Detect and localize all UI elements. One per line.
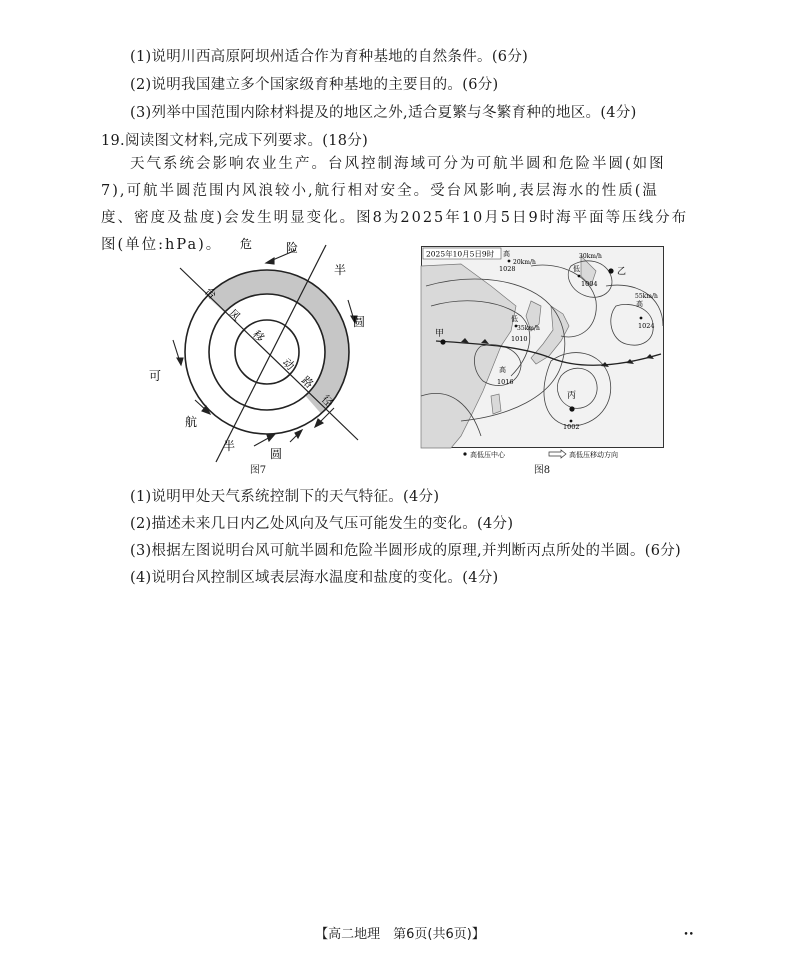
- path-label-char: 台: [201, 284, 219, 302]
- corner-mark: ••: [683, 930, 694, 940]
- danger-label-char: 危: [240, 237, 253, 251]
- question-item: (1)说明川西高原阿坝州适合作为育种基地的自然条件。(6分): [130, 49, 529, 65]
- pressure-value: 1002: [563, 423, 580, 431]
- legend-high-low-center: 高低压中心: [470, 451, 505, 459]
- point-yi-label: 乙: [617, 267, 627, 277]
- figure-7: [149, 237, 376, 475]
- path-label-char: 移: [249, 327, 267, 345]
- navigable-label-char: 航: [185, 415, 198, 429]
- path-label-char: 动: [279, 355, 297, 373]
- point-jia-marker: [440, 339, 445, 344]
- high-center-label: 高: [636, 300, 643, 308]
- movement-speed: 20km/h: [513, 259, 536, 266]
- point-bing-label: 丙: [567, 391, 577, 401]
- figure-8-caption: 图8: [533, 465, 551, 476]
- navigable-label-char: 半: [223, 439, 236, 453]
- pressure-value: 1016: [497, 378, 514, 386]
- typhoon-diagram: [149, 237, 376, 475]
- point-jia-label: 甲: [435, 329, 445, 339]
- low-center-label: 低: [511, 315, 518, 323]
- movement-speed: 55km/h: [635, 293, 658, 300]
- pressure-value: 1010: [511, 335, 528, 343]
- figure-8: [421, 246, 664, 461]
- point-bing-marker: [569, 406, 574, 411]
- high-center-label: 高: [499, 366, 506, 374]
- legend-movement-direction: 高低压移动方向: [569, 451, 618, 459]
- figure-7-caption: 图7: [249, 465, 267, 476]
- question-item: (2)说明我国建立多个国家级育种基地的主要目的。(6分): [130, 77, 499, 93]
- path-label-char: 径: [318, 392, 336, 410]
- question-item: (3)根据左图说明台风可航半圆和危险半圆形成的原理,并判断丙点所处的半圆。(6分): [130, 543, 681, 559]
- danger-label-char: 险: [286, 241, 299, 255]
- question-item: (3)列举中国范围内除材料提及的地区之外,适合夏繁与冬繁育种的地区。(4分): [130, 105, 637, 121]
- isobar-map: [421, 246, 664, 461]
- page-footer: 【高二地理 第6页(共6页)】: [315, 927, 485, 942]
- pressure-value: 1024: [638, 322, 655, 330]
- danger-label-char: 半: [334, 263, 347, 277]
- navigable-label-char: 圆: [270, 447, 283, 461]
- pressure-value: 1028: [499, 265, 516, 273]
- legend-center-symbol: [463, 452, 466, 455]
- question-item: (2)描述未来几日内乙处风向及气压可能发生的变化。(4分): [130, 516, 514, 532]
- low-center-label: 低: [573, 265, 580, 273]
- material-paragraph: 天气系统会影响农业生产。台风控制海域可分为可航半圆和危险半圆(如图7),可航半圆范围内风浪较小,航行相对安全。受台风影响,表层海水的性质(温度、密度及盐度)会发生明显变化。图8为2025年10月5日9时海平面等压线分布图(单位:hPa)。: [101, 156, 689, 253]
- legend-move-arrow: [549, 450, 566, 458]
- danger-label-char: 圆: [353, 315, 366, 329]
- map-timestamp: 2025年10月5日9时: [426, 249, 495, 259]
- point-yi-marker: [608, 268, 613, 273]
- pressure-value: 1004: [581, 280, 598, 288]
- question-item: (1)说明甲处天气系统控制下的天气特征。(4分): [130, 489, 440, 505]
- path-label-char: 风: [225, 306, 243, 324]
- path-label-char: 路: [298, 373, 316, 391]
- question-item: (4)说明台风控制区域表层海水温度和盐度的变化。(4分): [130, 570, 499, 586]
- high-center-label: 高: [503, 250, 510, 258]
- movement-speed: 30km/h: [579, 253, 602, 260]
- question-heading: 19.阅读图文材料,完成下列要求。(18分): [101, 133, 369, 149]
- navigable-label-char: 可: [149, 369, 162, 383]
- movement-speed: 35km/h: [517, 325, 540, 332]
